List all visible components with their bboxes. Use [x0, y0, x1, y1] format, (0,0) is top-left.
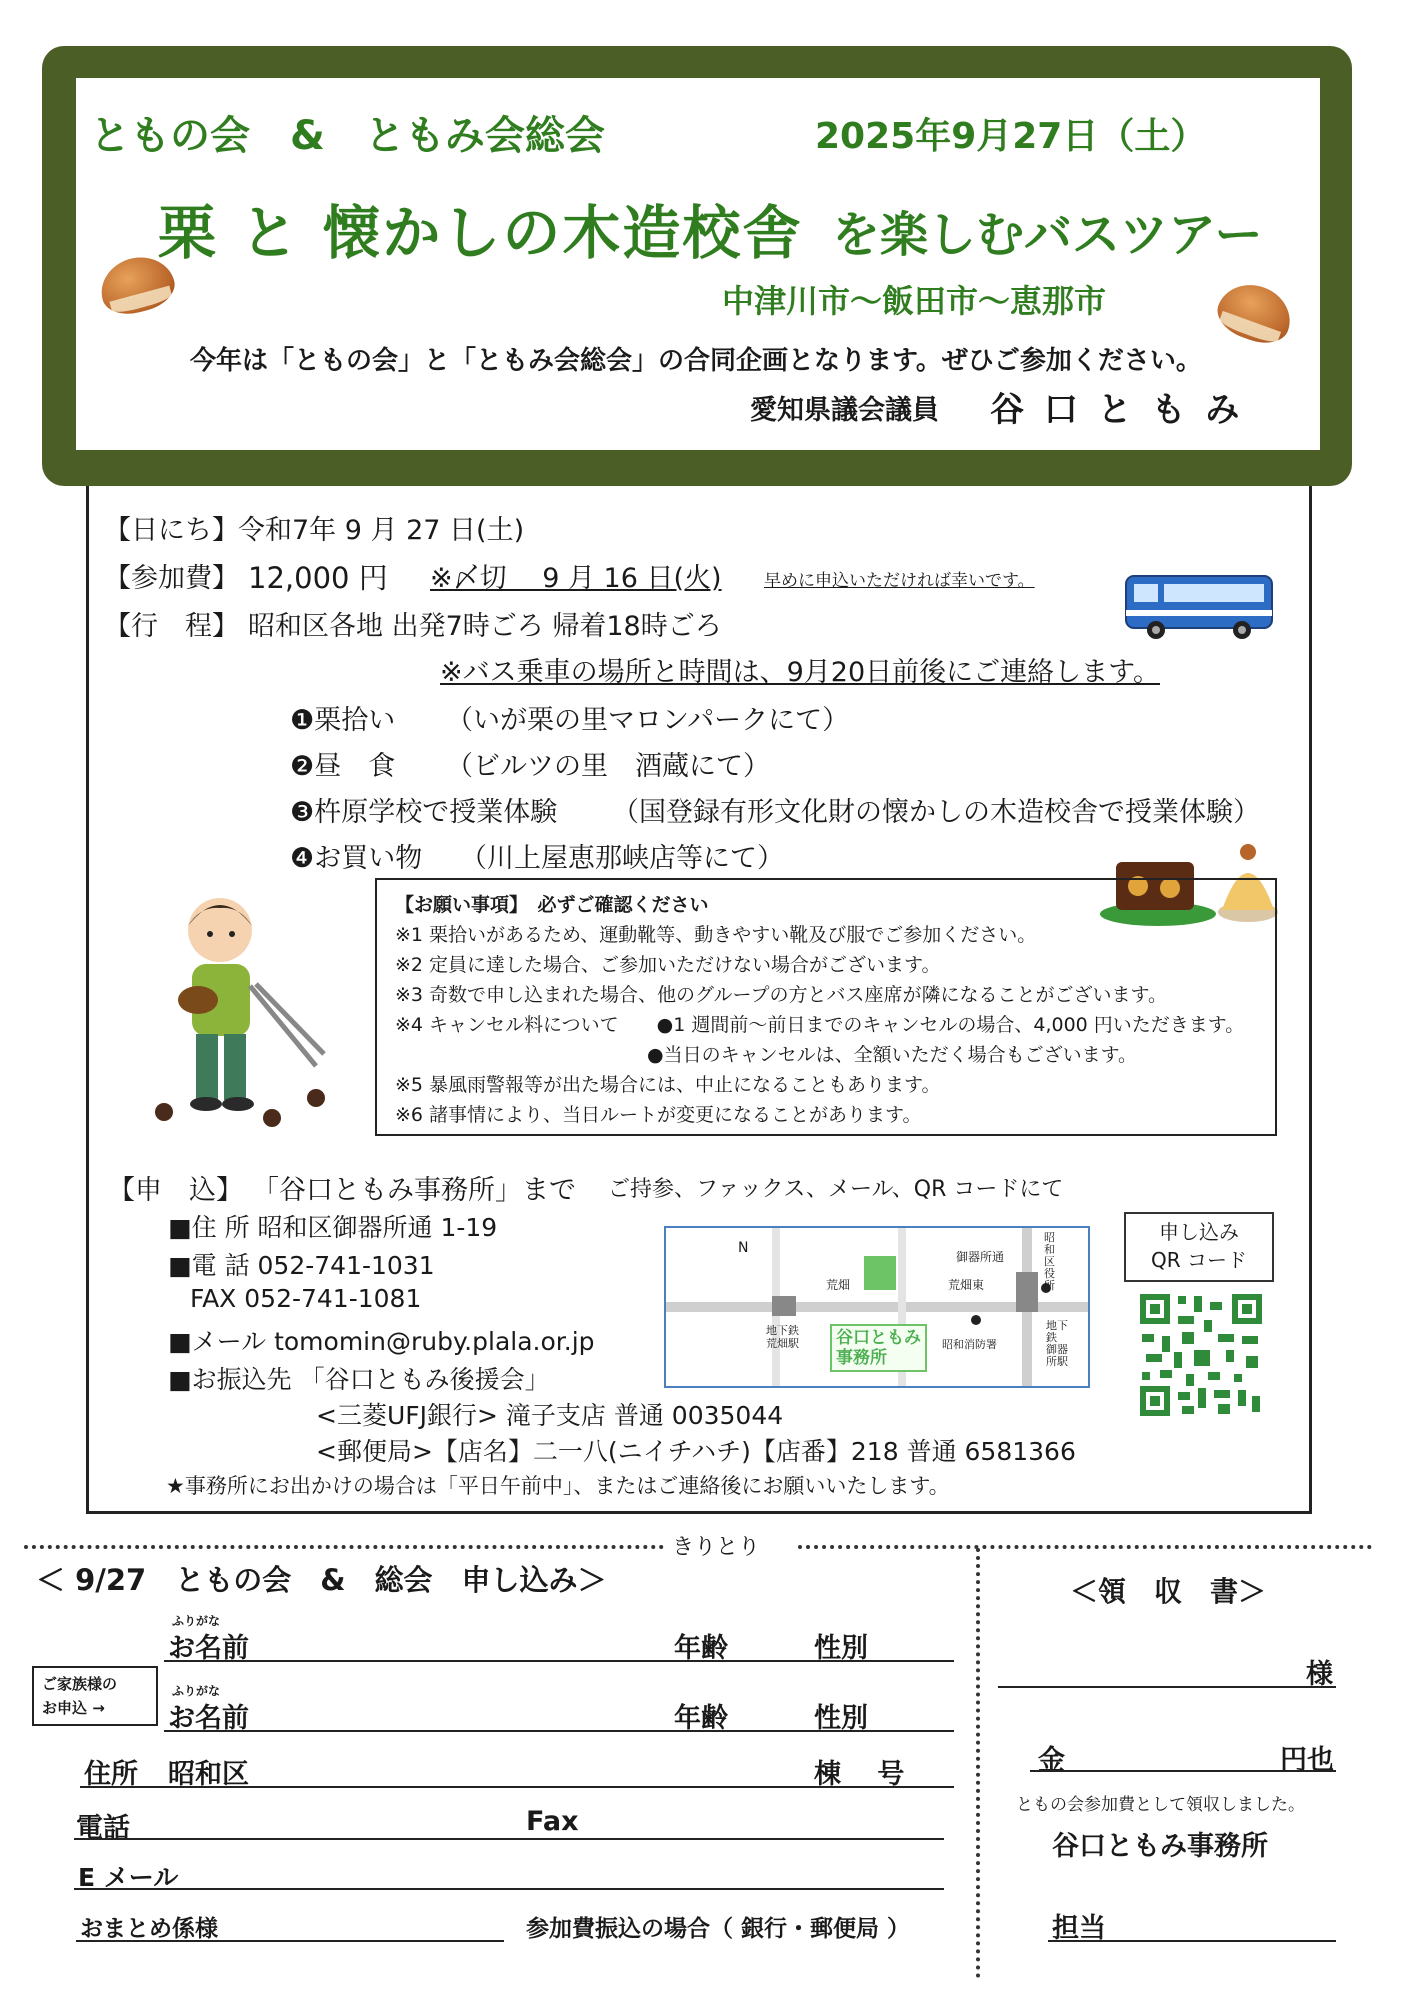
- event-org: ともの会 & ともみ会総会: [90, 113, 605, 159]
- receipt-sama: 様: [1306, 1659, 1333, 1690]
- address-prefix: 昭和区: [168, 1759, 249, 1790]
- bus-icon: [1124, 572, 1276, 642]
- payment-method-label: 参加費振込の場合（ 銀行・郵便局 ）: [526, 1916, 911, 1942]
- map-label: 地下鉄 御器所駅: [1046, 1319, 1068, 1368]
- receipt-amount-field[interactable]: [1030, 1770, 1336, 1772]
- notes-item: ●当日のキャンセルは、全額いただく場合もございます。: [647, 1044, 1138, 1066]
- map-label: 御器所通: [956, 1250, 1005, 1264]
- bank-account: <三菱UFJ銀行> 滝子支店 普通 0035044: [316, 1401, 784, 1430]
- receipt-name-field[interactable]: [998, 1686, 1336, 1688]
- cut-line: [798, 1545, 1372, 1549]
- child-picking-chestnuts-icon: [140, 890, 340, 1130]
- route: 中津川市～飯田市～恵那市: [722, 282, 1107, 320]
- cut-label: きりとり: [672, 1535, 761, 1560]
- post-account: <郵便局>【店名】二一八(ニイチハチ)【店番】218 普通 6581366: [316, 1437, 1076, 1466]
- address: ■住 所 昭和区御器所通 1-19: [168, 1213, 498, 1242]
- schedule-value: 昭和区各地 出発7時ごろ 帰着18時ごろ: [248, 611, 722, 642]
- map-label: 地下鉄 荒畑駅: [766, 1324, 799, 1350]
- apply-methods: ご持参、ファックス、メール、QR コードにて: [608, 1177, 1064, 1202]
- name-field[interactable]: [164, 1660, 954, 1662]
- deadline: ※〆切 9 月 16 日(火): [430, 563, 722, 594]
- group-leader-field[interactable]: [76, 1940, 504, 1942]
- intro-text: 今年は「ともの会」と「ともみ会総会」の合同企画となります。ぜひご参加ください。: [190, 346, 1202, 376]
- form-title: ＜ 9/27 ともの会 & 総会 申し込み＞: [36, 1563, 607, 1597]
- notes-item: ※5 暴風雨警報等が出た場合には、中止になることもあります。: [395, 1074, 941, 1096]
- schedule-item-label: ❸杵原学校で授業体験: [290, 797, 558, 828]
- deadline-note: 早めに申込いただければ幸いです。: [764, 571, 1035, 591]
- receipt-title: ＜領 収 書＞: [1070, 1575, 1267, 1608]
- receipt-note: ともの会参加費として領収しました。: [1016, 1795, 1305, 1815]
- email-field[interactable]: [74, 1888, 944, 1890]
- visit-note: ★事務所にお出かけの場合は「平日午前中」、またはご連絡後にお願いいたします。: [166, 1474, 950, 1498]
- notes-title: 【お願い事項】 必ずご確認ください: [395, 894, 709, 916]
- notes-item: ※4 キャンセル料について ●1 週間前～前日までのキャンセルの場合、4,000 円いただきます。: [395, 1014, 1245, 1036]
- address-label: 住所: [84, 1759, 138, 1790]
- furigana-label: ふりがな: [172, 1614, 221, 1628]
- schedule-item-detail: （ビルツの里 酒蔵にて）: [446, 751, 770, 782]
- phone-label: 電話: [76, 1813, 130, 1844]
- title-sub: を楽しむバスツアー: [832, 207, 1263, 263]
- receipt-staff-label: 担当: [1052, 1913, 1106, 1944]
- member-name: 谷 口 と も み: [990, 390, 1244, 430]
- gender-label: 性別: [814, 1633, 868, 1664]
- building-label: 棟 号: [814, 1759, 905, 1790]
- age-label: 年齢: [674, 1633, 728, 1664]
- map-label: 昭和区役所: [1044, 1231, 1055, 1292]
- age-label: 年齢: [674, 1703, 728, 1734]
- map-label: 荒畑: [826, 1278, 851, 1292]
- family-application-label: ご家族様の お申込 →: [32, 1666, 158, 1726]
- bus-note: ※バス乗車の場所と時間は、9月20日前後にご連絡します。: [440, 657, 1160, 688]
- schedule-item-label: ❷昼 食: [290, 751, 396, 782]
- schedule-item-detail: （川上屋恵那峡店等にて）: [460, 843, 784, 874]
- fee-value: 12,000 円: [248, 561, 388, 595]
- member-title: 愛知県議会議員: [750, 395, 939, 426]
- fee-label: 【参加費】: [104, 563, 239, 594]
- map-label: 昭和消防署: [942, 1338, 997, 1351]
- email[interactable]: ■メール tomomin@ruby.plala.or.jp: [168, 1327, 595, 1356]
- map-office-label: 谷口ともみ 事務所: [830, 1324, 927, 1372]
- transfer-account: ■お振込先 「谷口ともみ後援会」: [168, 1365, 550, 1394]
- schedule-item-label: ❶栗拾い: [290, 705, 396, 736]
- schedule-label: 【行 程】: [104, 611, 239, 642]
- notes-item: ※3 奇数で申し込まれた場合、他のグループの方とバス座席が隣になることがございます。: [395, 984, 1168, 1006]
- receipt-yen: 円也: [1280, 1745, 1334, 1776]
- phone: ■電 話 052-741-1031: [168, 1251, 435, 1280]
- schedule-item-label: ❹お買い物: [290, 843, 423, 874]
- cut-line: [24, 1545, 664, 1549]
- north-arrow-icon: N: [738, 1240, 749, 1256]
- fax-label: Fax: [526, 1806, 579, 1837]
- receipt-office: 谷口ともみ事務所: [1052, 1831, 1268, 1862]
- group-leader-label: おまとめ係様: [80, 1916, 218, 1942]
- notes-item: ※1 栗拾いがあるため、運動靴等、動きやすい靴及び服でご参加ください。: [395, 924, 1037, 946]
- name-label: お名前: [168, 1703, 249, 1734]
- event-date: 2025年9月27日（土）: [815, 116, 1207, 157]
- family-name-field[interactable]: [164, 1730, 954, 1732]
- email-label: E メール: [78, 1863, 179, 1892]
- gender-label: 性別: [814, 1703, 868, 1734]
- date-value: 令和7年 9 月 27 日(土): [238, 515, 525, 546]
- apply-label: 【申 込】: [108, 1175, 243, 1206]
- apply-office: 「谷口ともみ事務所」まで: [252, 1175, 576, 1206]
- date-label: 【日にち】: [104, 515, 239, 546]
- phone-fax-field[interactable]: [74, 1838, 944, 1840]
- qr-label: 申し込み QR コード: [1124, 1212, 1274, 1282]
- title-main: 栗 と 懐かしの木造校舎: [158, 199, 803, 267]
- receipt-divider: [976, 1548, 980, 1978]
- receipt-kin: 金: [1038, 1745, 1065, 1776]
- notes-item: ※6 諸事情により、当日ルートが変更になることがあります。: [395, 1104, 922, 1126]
- receipt-staff-field[interactable]: [1048, 1940, 1336, 1942]
- name-label: お名前: [168, 1633, 249, 1664]
- qr-code-icon[interactable]: [1138, 1292, 1264, 1418]
- schedule-item-detail: （国登録有形文化財の懐かしの木造校舎で授業体験）: [612, 797, 1260, 828]
- notes-item: ※2 定員に達した場合、ご参加いただけない場合がございます。: [395, 954, 941, 976]
- schedule-item-detail: （いが栗の里マロンパークにて）: [446, 705, 850, 736]
- fax: FAX 052-741-1081: [190, 1284, 422, 1313]
- map-label: 荒畑東: [948, 1278, 985, 1292]
- address-field[interactable]: [80, 1786, 954, 1788]
- notes-box: [375, 878, 1277, 1136]
- furigana-label: ふりがな: [172, 1684, 221, 1698]
- office-map: [664, 1226, 1090, 1388]
